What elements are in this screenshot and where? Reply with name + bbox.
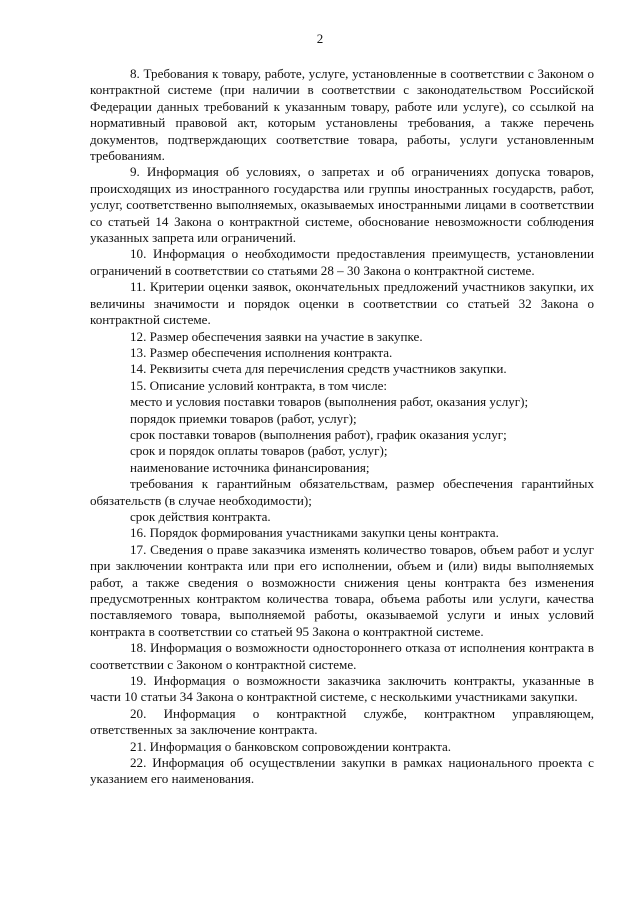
paragraph-20: 20. Информация о контрактной службе, контрактном управляющем, ответственных за заключение контракта. bbox=[90, 705, 594, 738]
paragraph-17: 17. Сведения о праве заказчика изменять количество товаров, объем работ и услуг при заключении контракта или при его исполнении, объем и (или) виды выполняемых работ, а также сведения о возможности снижения цены контракта без изменения предусмотренных контрактом количества товара, объема работы или услуги, качества поставляемого товара, выполняемой работы, оказываемой услуги и иных условий контракта в соответствии со статьей 95 Закона о контрактной системе. bbox=[90, 541, 594, 639]
paragraph-16: 16. Порядок формирования участниками закупки цены контракта. bbox=[130, 525, 499, 541]
paragraph-9: 9. Информация об условиях, о запретах и об ограничениях допуска товаров, происходящих из иностранного государства или группы иностранных государств, работ, услуг, соответственно выполняемых, оказываемых иностранными лицами в соответствии со статьей 14 Закона о контрактной системе, обоснование невозможности соблюдения указанных запрета или ограничений. bbox=[90, 164, 594, 246]
contract-term-warranty: требования к гарантийным обязательствам, размер обеспечения гарантийных обязательств (в случае необходимости); bbox=[90, 476, 594, 508]
paragraph-10: 10. Информация о необходимости предоставления преимуществ, установлении ограничений в соответствии со статьями 28 – 30 Закона о контрактной системе. bbox=[90, 246, 594, 278]
paragraph-19: 19. Информация о возможности заказчика заключить контракты, указанные в части 10 статьи 34 Закона о контрактной системе, с несколькими участниками закупки. bbox=[90, 673, 594, 705]
paragraph-18: 18. Информация о возможности одностороннего отказа от исполнения контракта в соответствии с Законом о контрактной системе. bbox=[90, 640, 594, 672]
paragraph-15: 15. Описание условий контракта, в том числе: bbox=[130, 377, 388, 393]
paragraph-13: 13. Размер обеспечения исполнения контракта. bbox=[130, 344, 393, 360]
page-number: 2 bbox=[316, 31, 324, 46]
paragraph-22: 22. Информация об осуществлении закупки в рамках национального проекта с указанием его наименования. bbox=[90, 755, 594, 787]
contract-term-funding-source: наименование источника финансирования; bbox=[130, 459, 370, 475]
paragraph-8: 8. Требования к товару, работе, услуге, установленные в соответствии с Законом о контрактной системе (при наличии в соответствии с законодательством Российской Федерации данных требований к указанным товару, работе или услуге), со ссылкой на нормативный правовой акт, которым установлены требования, а также перечень документов, подтверждающих соответствие товара, работы, услуги установленным требованиям. bbox=[90, 66, 594, 164]
contract-term-delivery-schedule: срок поставки товаров (выполнения работ), график оказания услуг; bbox=[130, 426, 507, 442]
paragraph-11: 11. Критерии оценки заявок, окончательных предложений участников закупки, их величины значимости и порядок оценки в соответствии со статьей 32 Закона о контрактной системе. bbox=[90, 279, 594, 328]
paragraph-21: 21. Информация о банковском сопровождении контракта. bbox=[130, 738, 452, 754]
document-body bbox=[90, 66, 594, 788]
paragraph-14: 14. Реквизиты счета для перечисления средств участников закупки. bbox=[130, 361, 507, 377]
contract-term-delivery-place: место и условия поставки товаров (выполнения работ, оказания услуг); bbox=[130, 394, 529, 410]
paragraph-12: 12. Размер обеспечения заявки на участие в закупке. bbox=[130, 328, 423, 344]
contract-term-payment: срок и порядок оплаты товаров (работ, услуг); bbox=[130, 443, 388, 459]
contract-term-duration: срок действия контракта. bbox=[130, 508, 271, 524]
contract-term-acceptance: порядок приемки товаров (работ, услуг); bbox=[130, 410, 357, 426]
